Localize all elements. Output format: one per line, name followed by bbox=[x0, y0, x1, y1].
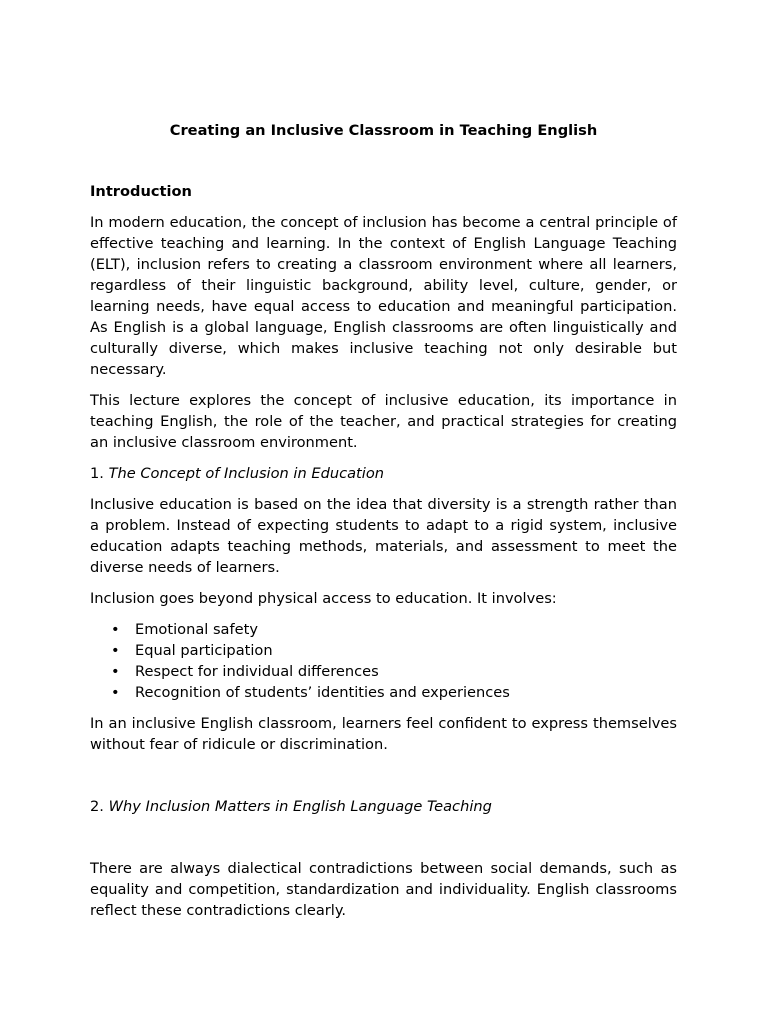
blank-line bbox=[90, 765, 677, 796]
list-item bbox=[90, 640, 677, 661]
section-1-number: 1. bbox=[90, 465, 104, 482]
section-2-number: 2. bbox=[90, 798, 104, 815]
blank-line bbox=[90, 827, 677, 858]
bullet-marker: • bbox=[111, 621, 120, 638]
section-1-paragraph: In an inclusive English classroom, learners feel confident to express themselves without fear of ridicule or discrimination. bbox=[90, 715, 677, 753]
document-title: Creating an Inclusive Classroom in Teaching English bbox=[169, 122, 598, 139]
section-1-paragraph: Inclusive education is based on the idea that diversity is a strength rather than a problem. Instead of expecting students to adapt to a rigid system, inclusive education adapts teaching methods, materials, and assessment to meet the diverse needs of learners. bbox=[90, 496, 677, 576]
section-2-heading bbox=[90, 796, 677, 817]
section-2-paragraph: There are always dialectical contradictions between social demands, such as equality and competition, standardization and individuality. English classrooms reflect these contradictions clearly. bbox=[90, 860, 677, 919]
introduction-heading: Introduction bbox=[90, 183, 192, 200]
intro-paragraph: This lecture explores the concept of inclusive education, its importance in teaching English, the role of the teacher, and practical strategies for creating an inclusive classroom environment. bbox=[90, 392, 677, 451]
section-1-paragraph: Inclusion goes beyond physical access to education. It involves: bbox=[90, 590, 557, 607]
list-item bbox=[90, 619, 677, 640]
section-2-title: Why Inclusion Matters in English Language Teaching bbox=[108, 798, 492, 815]
section-1-heading bbox=[90, 463, 677, 484]
list-item bbox=[90, 682, 677, 703]
intro-paragraph: In modern education, the concept of inclusion has become a central principle of effective teaching and learning. In the context of English Language Teaching (ELT), inclusion refers to creating a classroom environment where all learners, regardless of their linguistic background, ability level, culture, gender, or learning needs, have equal access to education and meaningful participation. As English is a global language, English classrooms are often linguistically and culturally diverse, which makes inclusive teaching not only desirable but necessary. bbox=[90, 214, 677, 378]
list-item-text: Recognition of students’ identities and experiences bbox=[135, 684, 510, 701]
section-1-title: The Concept of Inclusion in Education bbox=[108, 465, 385, 482]
bullet-marker: • bbox=[111, 642, 120, 659]
list-item-text: Equal participation bbox=[135, 642, 273, 659]
document-body bbox=[90, 181, 677, 931]
bullet-marker: • bbox=[111, 663, 120, 680]
list-item bbox=[90, 661, 677, 682]
list-item-text: Emotional safety bbox=[135, 621, 258, 638]
bullet-marker: • bbox=[111, 684, 120, 701]
inclusion-bullet-list bbox=[90, 619, 677, 703]
list-item-text: Respect for individual differences bbox=[135, 663, 379, 680]
